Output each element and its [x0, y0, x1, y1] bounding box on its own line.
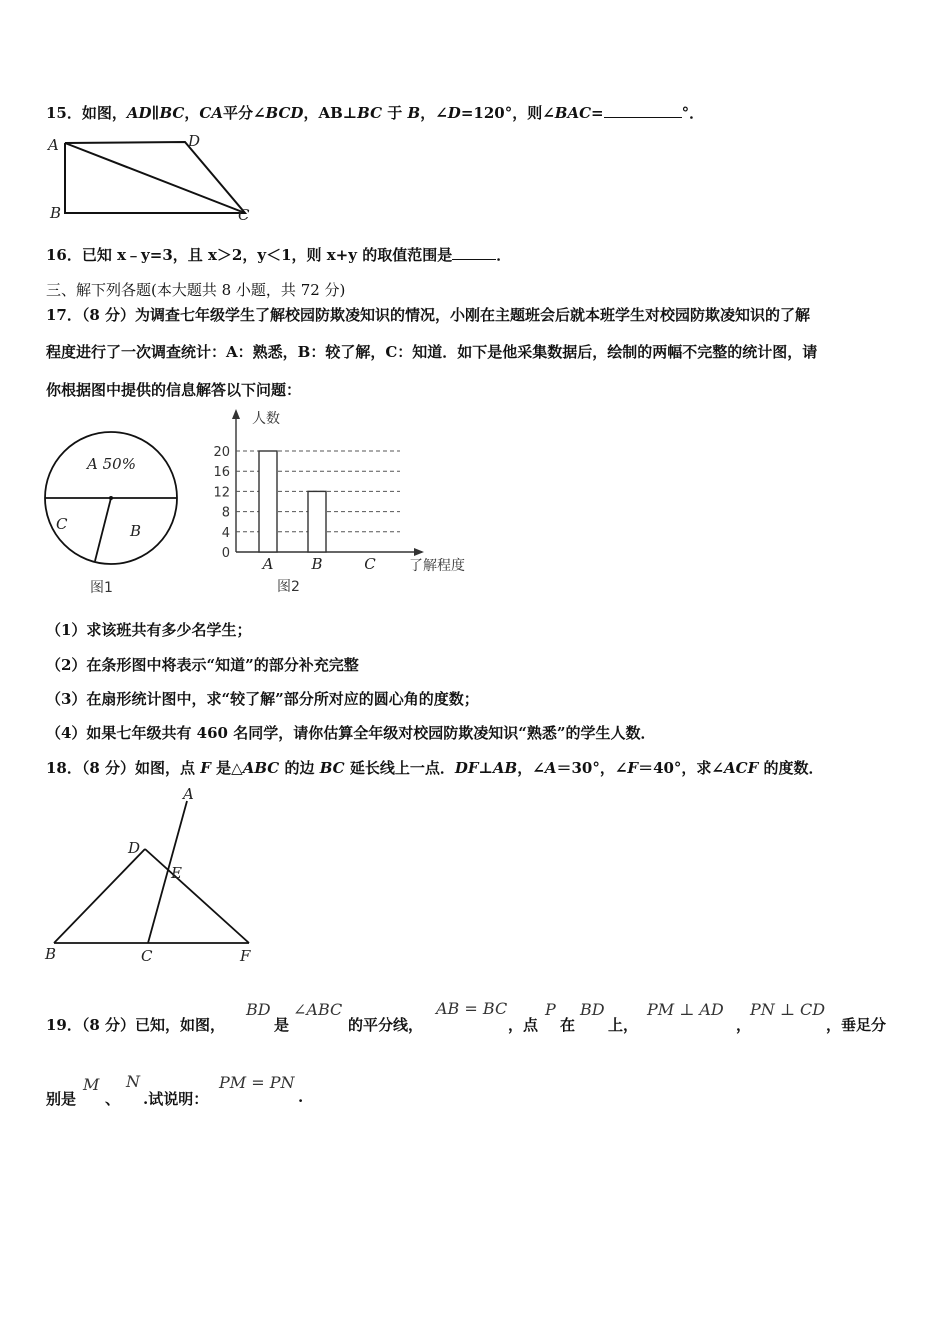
q15-label-b: B [50, 204, 62, 222]
y-axis-title: 人数 [252, 411, 280, 427]
x-axis-arrow [414, 548, 424, 556]
q15-label-a: A [48, 136, 59, 154]
q17-sub-3: （3）在扇形统计图中，求“较了解”部分所对应的圆心角的度数； [46, 690, 479, 708]
q19-math-pm-pn: PM = PN [219, 1073, 295, 1092]
q19-math-n: N [126, 1072, 140, 1091]
y-axis-arrow [232, 409, 240, 419]
q17-sub-1: （1）求该班共有多少名学生； [46, 621, 252, 639]
y-tick-label: 20 [213, 445, 230, 460]
q18-text: 18．（8 分）如图，点 F 是△ABC 的边 BC 延长线上一点．DF⊥AB，∠A＝30°，∠F＝40°，求∠ACF 的度数． [46, 759, 824, 777]
q15-figure [40, 128, 270, 228]
bar-chart-caption: 图2 [277, 579, 300, 595]
q19-math-angle-abc: ∠ABC [293, 1000, 343, 1019]
q18-label-e: E [171, 864, 182, 882]
q18-label-b: B [45, 945, 57, 963]
y-tick-label: 12 [213, 485, 230, 501]
q17-line-2: 程度进行了一次调查统计：A：熟悉，B：较了解，C：知道．如下是他采集数据后，绘制的两幅不完整的统计图，请 [46, 343, 818, 361]
q18-figure [40, 785, 270, 970]
q15-label-d: D [188, 132, 201, 150]
q18-label-a: A [183, 785, 194, 803]
q19-math-pn-cd: PN ⊥ CD [750, 1000, 826, 1019]
q19-intro: 19．（8 分）已知，如图， [46, 1016, 226, 1034]
q19-math-ab-bc: AB = BC [436, 999, 508, 1018]
q17-line-1: 17．（8 分）为调查七年级学生了解校园防欺凌知识的情况，小刚在主题班会后就本班学生对校园防欺凌知识的了解 [46, 306, 811, 324]
q19-math-m: M [83, 1075, 100, 1094]
q19-math-pm-ad: PM ⊥ AD [647, 1000, 724, 1019]
pie-label-b: B [130, 522, 142, 540]
q17-line-3: 你根据图中提供的信息解答以下问题： [46, 381, 302, 399]
q15-label-c: C [238, 206, 250, 224]
pie-label-c: C [56, 515, 68, 533]
x-tick-label: A [262, 555, 274, 573]
q18-label-f: F [240, 947, 251, 965]
answer-blank[interactable] [452, 245, 496, 260]
q15-text: 15．如图，AD∥BC，CA平分∠BCD，AB⊥BC 于 B，∠D=120°，则∠BAC= °． [46, 104, 705, 122]
q19-math-bd-2: BD [580, 1000, 605, 1019]
bar-b [308, 491, 326, 552]
q18-label-c: C [141, 947, 153, 965]
q18-label-d: D [128, 839, 141, 857]
y-tick-label: 4 [221, 525, 230, 541]
x-tick-label: B [311, 555, 323, 573]
section-title: 三、解下列各题(本大题共 8 小题，共 72 分) [46, 281, 346, 299]
y-tick-label: 0 [221, 546, 230, 561]
y-tick-label: 16 [213, 465, 230, 481]
q16-text: 16．已知 x﹣y=3，且 x＞2，y＜1，则 x+y 的取值范围是 ． [46, 246, 512, 264]
answer-blank[interactable] [604, 103, 682, 118]
x-axis-title: 了解程度 [409, 558, 465, 574]
y-tick-label: 8 [221, 505, 230, 521]
pie-caption: 图1 [90, 580, 113, 596]
bar-a [259, 451, 277, 552]
pie-chart [40, 425, 190, 600]
q19-math-p: P [545, 1000, 556, 1019]
pie-label-a: A 50% [87, 455, 136, 473]
q19-math-bd: BD [246, 1000, 271, 1019]
q17-sub-4: （4）如果七年级共有 460 名同学，请你估算全年级对校园防欺凌知识“熟悉”的学生人数． [46, 724, 656, 742]
x-tick-label: C [364, 555, 376, 573]
q17-sub-2: （2）在条形图中将表示“知道”的部分补充完整 [46, 656, 359, 674]
bar-chart [200, 405, 485, 600]
